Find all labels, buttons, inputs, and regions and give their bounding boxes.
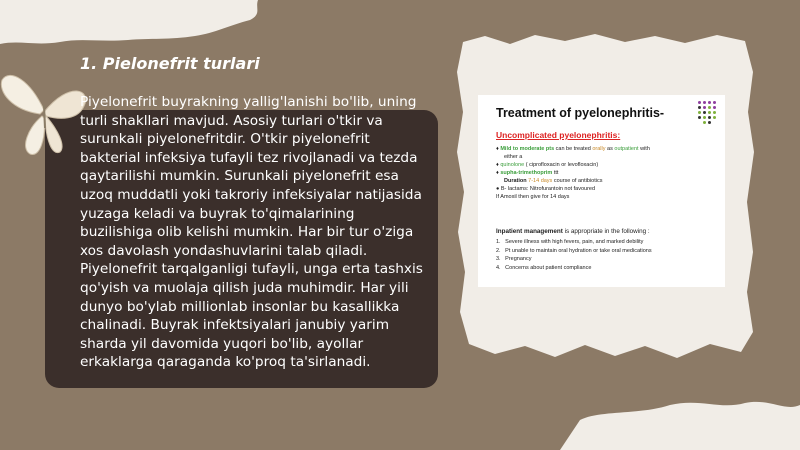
- list-item: ♦ Mild to moderate pts can be treated orally as outpatient with: [496, 146, 650, 152]
- list-item: ♦ quinolone ( ciprofloxacin or levofloxacin): [496, 162, 599, 168]
- slide-body-text: Piyelonefrit buyrakning yallig'lanishi bo'lib, uning turli shakllari mavjud. Asosiy turlari o'tkir va surunkali piyelonefritdir. O'tkir piyelonefrit bakterial infeksiya tufayli tez rivojlanadi va tezda qaytarilishi mumkin. Surunkali piyelonefrit esa uzoq muddatli yoki takroriy infeksiyalar natijasida yuzaga keladi va buyrak to'qimalarining buzilishiga olib kelishi mumkin. Har bir tur o'ziga xos davolash yondashuvlarini talab qiladi. Piyelonefrit tarqalganligi tufayli, unga erta tashxis qo'yish va muolaja qilish juda muhimdir. Har yili dunyo bo'ylab millionlab insonlar bu kasallikka chalinadi. Buyrak infektsiyalari janubiy yarim sharda yil davomida yuqori bo'lib, ayollar erkaklarga qaraganda ko'proq ta'sirlanadi.: [80, 94, 423, 371]
- list-item: 1. Severe illness with high fevers, pain, and marked debility: [496, 239, 644, 245]
- list-item: If Amoxil then give for 14 days: [496, 194, 570, 200]
- decorative-dots-icon: [698, 101, 718, 129]
- slide-title: 1. Pielonefrit turlari: [80, 54, 260, 73]
- list-item: ♦ supha-trimethoprim ttt: [496, 170, 559, 176]
- document-subtitle: Uncomplicated pyelonephritis:: [496, 130, 621, 140]
- document-title: Treatment of pyelonephritis-: [496, 106, 665, 120]
- list-item: 4. Concerns about patient compliance: [496, 264, 592, 271]
- list-item: 2. Pt unable to maintain oral hydration or take oral medications: [496, 247, 652, 254]
- inpatient-list: [496, 238, 652, 272]
- list-item: Duration 7-14 days course of antibiotics: [504, 178, 603, 184]
- document-treatment-list: [496, 145, 718, 201]
- list-item: ● B- lactams: Nitrofurantoin not favoured: [496, 186, 596, 192]
- torn-paper-bottom: [560, 402, 800, 450]
- treatment-document-image: [478, 95, 725, 287]
- butterfly-icon: [0, 50, 90, 160]
- list-item: 3. Pregnancy: [496, 256, 532, 263]
- list-item: either a: [504, 154, 523, 160]
- inpatient-heading: Inpatient management is appropriate in the following :: [496, 228, 650, 235]
